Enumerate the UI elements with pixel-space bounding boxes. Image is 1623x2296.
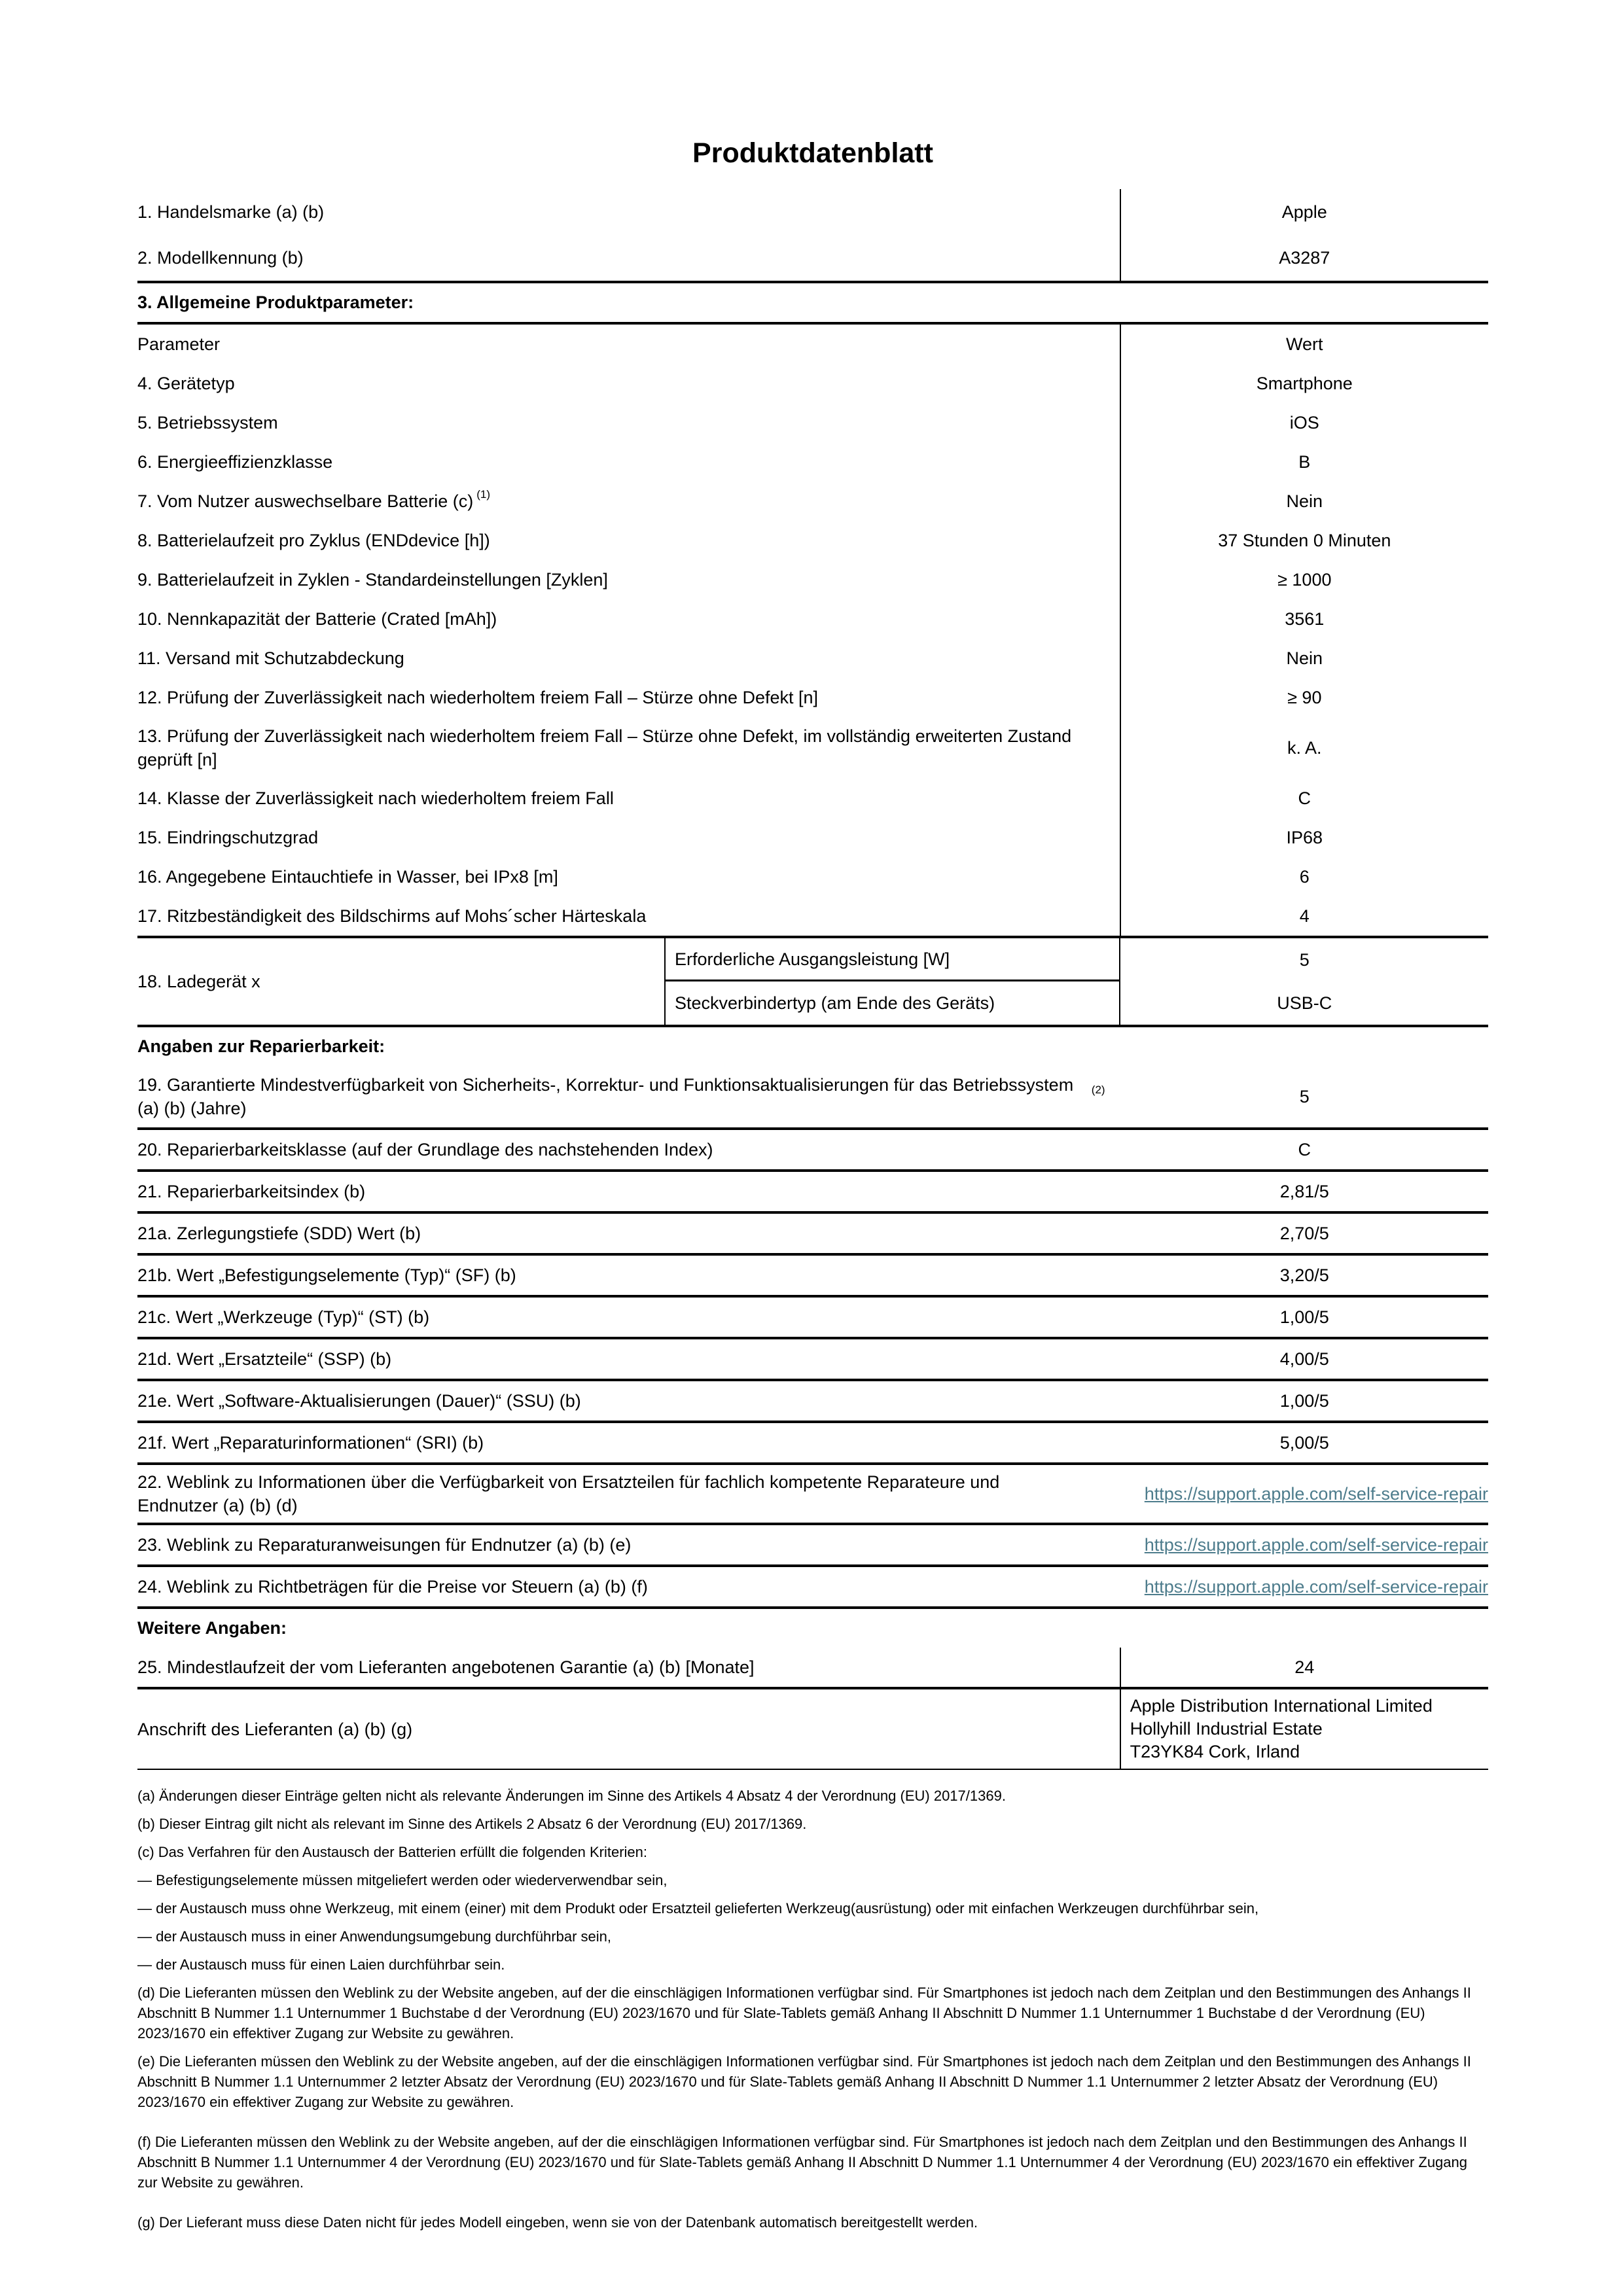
param-label — [137, 1465, 1069, 1523]
table-row — [137, 1172, 1488, 1214]
param-value: 4 — [1299, 906, 1310, 926]
param-label-text: 14. Klasse der Zuverlässigkeit nach wiederholtem freiem Fall — [137, 788, 614, 808]
param-value: 3561 — [1285, 609, 1325, 629]
table-row — [137, 1465, 1488, 1525]
param-label — [137, 442, 1121, 482]
param-label — [137, 779, 1121, 818]
param-label: 25. Mindestlaufzeit der vom Lieferanten angebotenen Garantie (a) (b) [Monate] — [137, 1648, 1121, 1687]
param-value: 24 — [1294, 1657, 1315, 1677]
param-value: 37 Stunden 0 Minuten — [1218, 531, 1391, 550]
footnote: (b) Dieser Eintrag gilt nicht als relevant im Sinne des Artikels 2 Absatz 6 der Verordnung (EU) 2017/1369. — [137, 1816, 807, 1832]
table-row — [137, 560, 1488, 599]
table-row — [137, 403, 1488, 442]
param-value: 5 — [1299, 1087, 1310, 1106]
param-label — [137, 857, 1121, 896]
warranty-row — [137, 1648, 1488, 1689]
table-row — [137, 1567, 1488, 1609]
param-label — [137, 818, 1121, 857]
footnote: (f) Die Lieferanten müssen den Weblink zu der Website angeben, auf der die einschlägigen Informationen verfügbar sind. Für Smartphones ist jedoch nach dem Zeitplan und den Bestimmungen des Anhangs II Abschnitt B Nummer 1.1 Unternummer 4 der Verordnung (EU) 2023/1670 und für Slate-Tablets gemäß Anhang II Abschnitt D Nummer 1.1 Unternummer 4 der Verordnung (EU) 2023/1670 ein effektiver Zugang zur Website zu gewähren. — [137, 2134, 1468, 2191]
footnote: (d) Die Lieferanten müssen den Weblink zu der Website angeben, auf der die einschlägigen Informationen verfügbar sind. Für Smartphones ist jedoch nach dem Zeitplan und den Bestimmungen des Anhangs II Abschnitt B Nummer 1.1 Unternummer 1 Buchstabe d der Verordnung (EU) 2023/1670 und für Slate-Tablets gemäß Anhang II Abschnitt D Nummer 1.1 Unternummer 1 Buchstabe d der Verordnung (EU) 2023/1670 ein effektiver Zugang zur Website zu gewähren. — [137, 1985, 1471, 2041]
table-row — [137, 779, 1488, 818]
param-label: Erforderliche Ausgangsleistung [W] — [664, 938, 1121, 981]
param-label — [137, 235, 1121, 281]
supplier-address-line: Apple Distribution International Limited — [1130, 1696, 1433, 1716]
param-label-text: 22. Weblink zu Informationen über die Verfügbarkeit von Ersatzteilen für fachlich kompetente Reparateure und Endnutzer (a) (b) (d) — [137, 1472, 1000, 1515]
param-label — [137, 639, 1121, 678]
param-label — [137, 599, 1121, 639]
param-label — [137, 1381, 1121, 1421]
supplier-address-line: T23YK84 Cork, Irland — [1130, 1742, 1300, 1761]
param-label-text: 23. Weblink zu Reparaturanweisungen für Endnutzer (a) (b) (e) — [137, 1535, 632, 1555]
param-label-text: 21b. Wert „Befestigungselemente (Typ)“ (SF) (b) — [137, 1265, 516, 1285]
param-value: B — [1298, 452, 1311, 472]
param-label-text: 9. Batterielaufzeit in Zyklen - Standardeinstellungen [Zyklen] — [137, 570, 608, 590]
footnote: — der Austausch muss in einer Anwendungsumgebung durchführbar sein, — [137, 1928, 611, 1945]
param-label-text: 16. Angegebene Eintauchtiefe in Wasser, bei IPx8 [m] — [137, 867, 558, 887]
param-value: 5 — [1299, 949, 1310, 970]
identification-table — [137, 189, 1488, 281]
param-label — [137, 403, 1121, 442]
footnote: (a) Änderungen dieser Einträge gelten nicht als relevante Änderungen im Sinne des Artikels 4 Absatz 4 der Verordnung (EU) 2017/1369. — [137, 1788, 1006, 1804]
param-label — [137, 1339, 1121, 1379]
table-row — [137, 1525, 1488, 1567]
param-label-text: 20. Reparierbarkeitsklasse (auf der Grundlage des nachstehenden Index) — [137, 1140, 713, 1159]
table-row — [137, 235, 1488, 281]
table-row — [137, 818, 1488, 857]
param-label-text: 1. Handelsmarke (a) (b) — [137, 202, 325, 222]
section-heading-more-info: Weitere Angaben: — [137, 1618, 287, 1638]
param-label — [137, 1130, 1121, 1169]
footnote: (g) Der Lieferant muss diese Daten nicht für jedes Modell eingeben, wenn sie von der Datenbank automatisch bereitgestellt werden. — [137, 2214, 978, 2231]
table-row — [137, 364, 1488, 403]
param-label-text: 24. Weblink zu Richtbeträgen für die Preise vor Steuern (a) (b) (f) — [137, 1577, 648, 1597]
supplier-address-line: Hollyhill Industrial Estate — [1130, 1719, 1323, 1739]
param-label-text: 17. Ritzbeständigkeit des Bildschirms auf Mohs´scher Härteskala — [137, 906, 647, 926]
param-label-text: 21e. Wert „Software-Aktualisierungen (Dauer)“ (SSU) (b) — [137, 1391, 581, 1411]
param-label-text: 21c. Wert „Werkzeuge (Typ)“ (ST) (b) — [137, 1307, 430, 1327]
table-row — [137, 857, 1488, 896]
table-row — [664, 938, 1488, 981]
table-row — [137, 1066, 1488, 1130]
param-label-text: 21a. Zerlegungstiefe (SDD) Wert (b) — [137, 1224, 421, 1243]
weblink[interactable]: https://support.apple.com/self-service-repair — [1144, 1577, 1488, 1597]
param-label: 7. Vom Nutzer auswechselbare Batterie (c) $^{(1)}$ — [137, 482, 1121, 521]
param-label — [137, 364, 1121, 403]
param-label-text: 5. Betriebssystem — [137, 413, 278, 433]
table-row — [137, 1339, 1488, 1381]
param-value: Nein — [1286, 491, 1323, 511]
param-value: k. A. — [1287, 738, 1322, 758]
footnotes — [137, 1786, 1488, 2233]
param-value — [1069, 1525, 1488, 1564]
param-label-text: 13. Prüfung der Zuverlässigkeit nach wiederholtem freiem Fall – Stürze ohne Defekt, im vollständig erweiterten Zustand geprüft [n] — [137, 726, 1072, 769]
param-label — [137, 1423, 1121, 1462]
param-label-text: 7. Vom Nutzer auswechselbare Batterie (c) — [137, 491, 474, 511]
page-title: Produktdatenblatt — [692, 137, 933, 169]
param-label: 19. Garantierte Mindestverfügbarkeit von Sicherheits-, Korrektur- und Funktionsaktualisierungen für das Betriebssystem (a) (b) (Jahre) $^{(2)}$ — [137, 1066, 1121, 1127]
param-label — [137, 1567, 1069, 1606]
table-row — [137, 325, 1488, 364]
param-value: USB-C — [1277, 993, 1332, 1013]
param-value: 2,70/5 — [1279, 1224, 1329, 1243]
weblink[interactable]: https://support.apple.com/self-service-repair — [1144, 1484, 1488, 1504]
param-label-text: 21f. Wert „Reparaturinformationen“ (SRI) (b) — [137, 1433, 484, 1453]
param-label — [137, 678, 1121, 717]
param-label-text: 10. Nennkapazität der Batterie (Crated [mAh]) — [137, 609, 497, 629]
general-parameters-table — [137, 325, 1488, 936]
param-value: Apple — [1281, 202, 1327, 222]
footnote: (c) Das Verfahren für den Austausch der Batterien erfüllt die folgenden Kriterien: — [137, 1844, 647, 1860]
table-row — [137, 678, 1488, 717]
table-row — [137, 717, 1488, 779]
param-value: C — [1298, 788, 1311, 808]
param-label — [137, 1525, 1069, 1564]
table-row — [137, 442, 1488, 482]
param-value: iOS — [1289, 413, 1319, 433]
table-row — [137, 1256, 1488, 1298]
param-value: IP68 — [1286, 828, 1323, 847]
param-label-text: 11. Versand mit Schutzabdeckung — [137, 648, 404, 668]
param-value: Wert — [1286, 334, 1323, 354]
param-value: 1,00/5 — [1279, 1391, 1329, 1411]
charger-row — [137, 938, 1488, 1025]
table-row — [137, 1298, 1488, 1339]
param-label — [137, 521, 1121, 560]
table-row — [137, 599, 1488, 639]
table-row — [137, 1381, 1488, 1423]
weblinks-table — [137, 1465, 1488, 1609]
table-row — [137, 521, 1488, 560]
param-label: Anschrift des Lieferanten (a) (b) (g) — [137, 1689, 1121, 1769]
param-value: 5,00/5 — [1279, 1433, 1329, 1453]
supplier-address — [1121, 1689, 1488, 1769]
param-value — [1069, 1567, 1488, 1606]
charger-sub-table — [664, 938, 1488, 1025]
param-value: 3,20/5 — [1279, 1265, 1329, 1285]
param-label-text: 15. Eindringschutzgrad — [137, 828, 319, 847]
param-label — [137, 560, 1121, 599]
param-label: 18. Ladegerät x — [137, 971, 260, 991]
footnote: — der Austausch muss ohne Werkzeug, mit einem (einer) mit dem Produkt oder Ersatzteil gelieferten Werkzeug(ausrüstung) oder mit einfachen Werkzeugen durchführbar sein, — [137, 1900, 1259, 1916]
param-label-text: 4. Gerätetyp — [137, 374, 235, 393]
param-value: A3287 — [1279, 248, 1330, 268]
param-value: 4,00/5 — [1279, 1349, 1329, 1369]
param-value: ≥ 1000 — [1277, 570, 1332, 590]
param-value: 2,81/5 — [1279, 1182, 1329, 1201]
section-heading-repairability: Angaben zur Reparierbarkeit: — [137, 1036, 385, 1056]
table-row — [137, 1423, 1488, 1465]
param-value: ≥ 90 — [1287, 688, 1322, 707]
table-row — [137, 639, 1488, 678]
param-label-text: 12. Prüfung der Zuverlässigkeit nach wiederholtem freiem Fall – Stürze ohne Defekt [n] — [137, 688, 819, 707]
page-content — [137, 0, 1488, 2233]
param-label-text: 2. Modellkennung (b) — [137, 248, 304, 268]
section-heading-general-parameters: 3. Allgemeine Produktparameter: — [137, 292, 414, 312]
param-label-text: 8. Batterielaufzeit pro Zyklus (ENDdevice [h]) — [137, 531, 490, 550]
param-label-text: 6. Energieeffizienzklasse — [137, 452, 333, 472]
param-label — [137, 1256, 1121, 1295]
table-row — [137, 1214, 1488, 1256]
repairability-table — [137, 1066, 1488, 1465]
param-value: Nein — [1286, 648, 1323, 668]
param-value: C — [1298, 1140, 1311, 1159]
param-label — [137, 189, 1121, 235]
table-row — [137, 189, 1488, 235]
param-label — [137, 717, 1121, 779]
param-label-text: 21d. Wert „Ersatzteile“ (SSP) (b) — [137, 1349, 392, 1369]
table-row — [137, 1130, 1488, 1172]
param-value: 1,00/5 — [1279, 1307, 1329, 1327]
footnote: — der Austausch muss für einen Laien durchführbar sein. — [137, 1956, 505, 1973]
param-label — [137, 1214, 1121, 1253]
param-label-text: 21. Reparierbarkeitsindex (b) — [137, 1182, 366, 1201]
table-row — [664, 981, 1488, 1025]
table-row — [137, 482, 1488, 521]
param-label-text: Parameter — [137, 334, 221, 354]
param-label — [137, 325, 1121, 364]
weblink[interactable]: https://support.apple.com/self-service-repair — [1144, 1535, 1488, 1555]
param-value — [1069, 1465, 1488, 1523]
param-label: Steckverbindertyp (am Ende des Geräts) — [664, 981, 1121, 1025]
param-value: Smartphone — [1256, 374, 1353, 393]
table-row — [137, 896, 1488, 936]
footnote: (e) Die Lieferanten müssen den Weblink zu der Website angeben, auf der die einschlägigen Informationen verfügbar sind. Für Smartphones ist jedoch nach dem Zeitplan und den Bestimmungen des Anhangs II Abschnitt B Nummer 1.1 Unternummer 2 letzter Absatz der Verordnung (EU) 2023/1670 und für Slate-Tablets gemäß Anhang II Abschnitt D Nummer 1.1 Unternummer 2 letzter Absatz der Verordnung (EU) 2023/1670 ein effektiver Zugang zur Website zu gewähren. — [137, 2053, 1471, 2110]
param-value: 6 — [1299, 867, 1310, 887]
param-label — [137, 896, 1121, 936]
param-label — [137, 1298, 1121, 1337]
param-label-text: 19. Garantierte Mindestverfügbarkeit von Sicherheits-, Korrektur- und Funktionsaktualisierungen für das Betriebssystem (a) (b) (Jahre) — [137, 1075, 1074, 1118]
footnote: — Befestigungselemente müssen mitgeliefert werden oder wiederverwendbar sein, — [137, 1872, 668, 1888]
supplier-address-row — [137, 1689, 1488, 1770]
param-label — [137, 1172, 1121, 1211]
